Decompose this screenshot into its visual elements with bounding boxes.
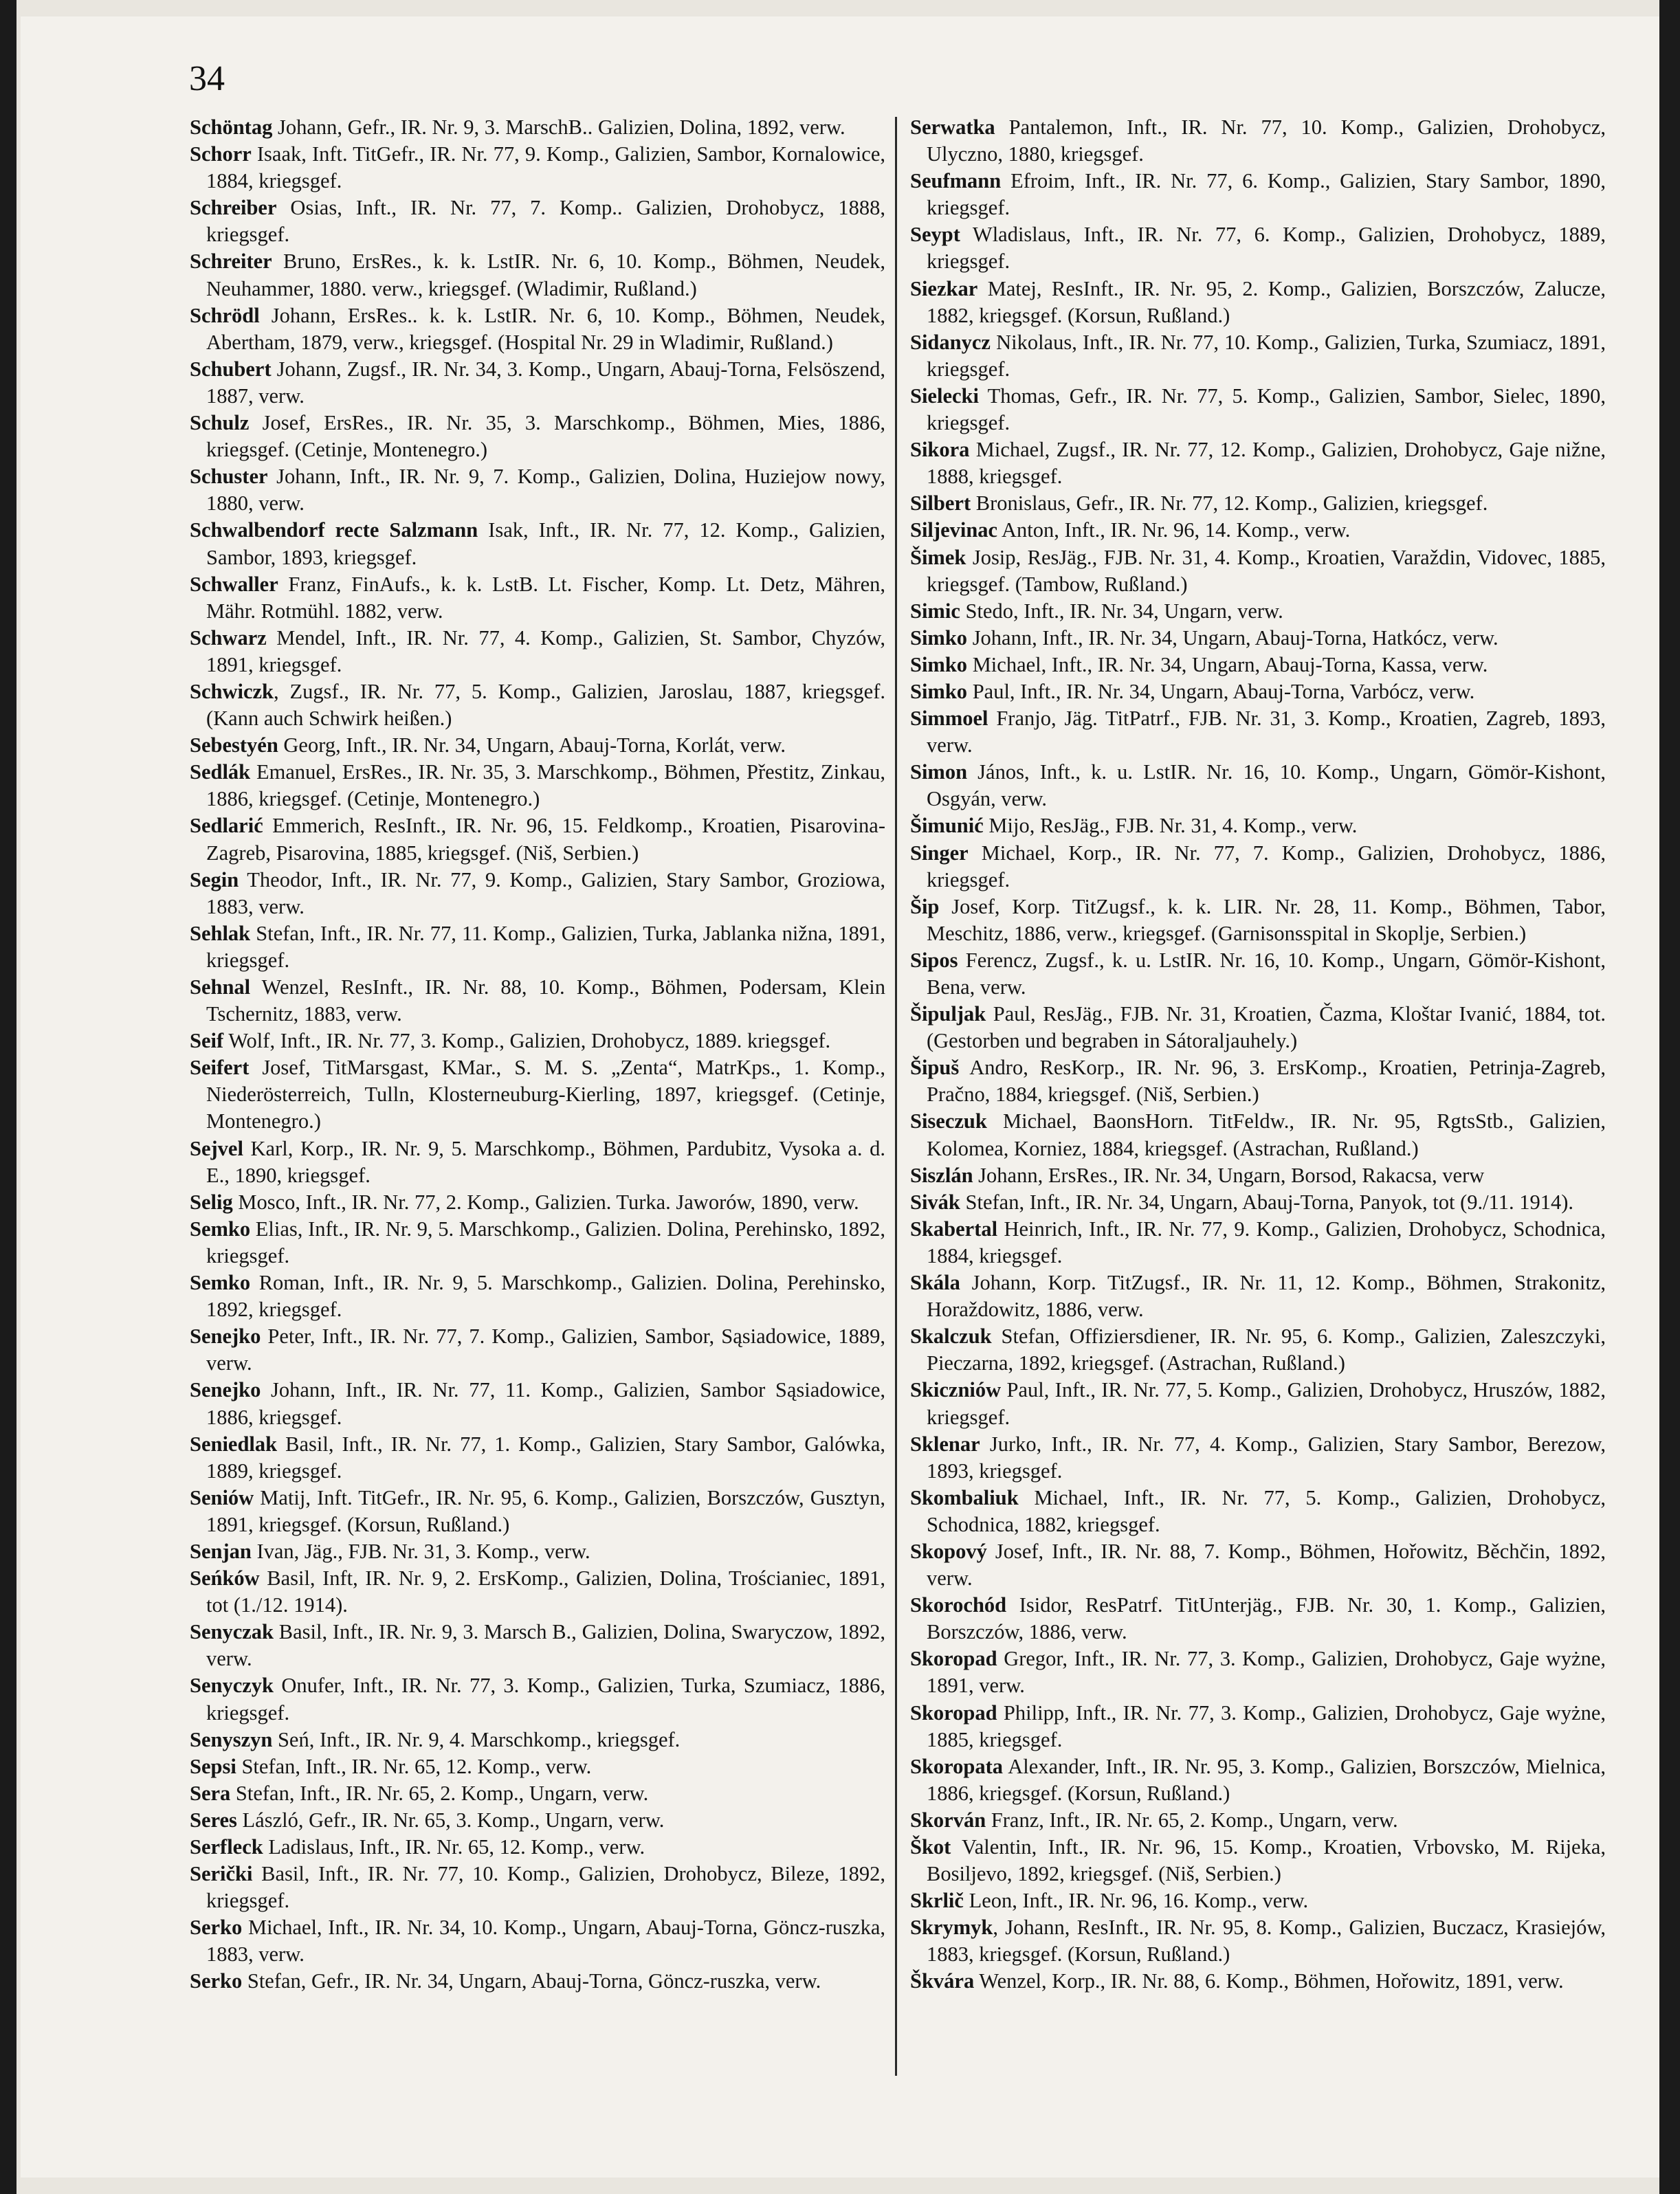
entry-surname: Skorván bbox=[910, 1808, 986, 1832]
list-entry bbox=[910, 1108, 1606, 1162]
entry-details: János, Inft., k. u. LstIR. Nr. 16, 10. Komp., Ungarn, Gömör-Kishont, Osgyán, verw. bbox=[927, 760, 1606, 811]
entry-details: Roman, Inft., IR. Nr. 9, 5. Marschkomp., Galizien. Dolina, Perehinsko, 1892, kriegsgef. bbox=[206, 1271, 885, 1322]
entry-surname: Simic bbox=[910, 599, 960, 623]
entry-surname: Serički bbox=[190, 1862, 253, 1886]
list-entry bbox=[910, 1162, 1606, 1189]
entry-details: Anton, Inft., IR. Nr. 96, 14. Komp., verw. bbox=[997, 518, 1351, 542]
entry-surname: Senyszyn bbox=[190, 1727, 273, 1751]
list-entry bbox=[190, 410, 885, 463]
list-entry bbox=[910, 705, 1606, 759]
list-entry bbox=[190, 1270, 885, 1323]
entry-details: Bruno, ErsRes., k. k. LstIR. Nr. 6, 10. Komp., Böhmen, Neudek, Neuhammer, 1880. verw., kriegsgef. (Wladimir, Rußland.) bbox=[206, 250, 885, 300]
entry-surname: Siseczuk bbox=[910, 1109, 987, 1133]
list-entry bbox=[910, 276, 1606, 329]
entry-details: Basil, Inft., IR. Nr. 77, 1. Komp., Galizien, Stary Sambor, Galówka, 1889, kriegsgef. bbox=[206, 1432, 885, 1483]
entry-details: Isak, Inft., IR. Nr. 77, 12. Komp., Galizien, Sambor, 1893, kriegsgef. bbox=[206, 518, 885, 569]
entry-details: Stefan, Offiziersdiener, IR. Nr. 95, 6. Komp., Galizien, Zaleszczyki, Pieczarna, 1892, kriegsgef. (Astrachan, Rußland.) bbox=[927, 1325, 1606, 1375]
entry-surname: Seifert bbox=[190, 1056, 250, 1080]
entry-surname: Sipos bbox=[910, 948, 958, 972]
entry-surname: Simko bbox=[910, 625, 968, 650]
entry-details: Bronislaus, Gefr., IR. Nr. 77, 12. Komp., Galizien, kriegsgef. bbox=[971, 491, 1488, 516]
left-column bbox=[190, 114, 885, 1995]
entry-details: Basil, Inft., IR. Nr. 9, 3. Marsch B., Galizien, Dolina, Swaryczow, 1892, verw. bbox=[206, 1620, 885, 1671]
entry-surname: Skalczuk bbox=[910, 1325, 992, 1349]
entry-details: Franz, Inft., IR. Nr. 65, 2. Komp., Ungarn, verw. bbox=[986, 1808, 1398, 1832]
entry-details: Heinrich, Inft., IR. Nr. 77, 9. Komp., Galizien, Drohobycz, Schodnica, 1884, kriegsgef. bbox=[927, 1217, 1606, 1267]
entry-surname: Skrymyk bbox=[910, 1916, 993, 1940]
list-entry bbox=[910, 329, 1606, 383]
list-entry bbox=[190, 1807, 885, 1834]
list-entry bbox=[190, 974, 885, 1028]
entry-surname: Sepsi bbox=[190, 1754, 236, 1778]
entry-surname: Seif bbox=[190, 1029, 224, 1053]
entry-surname: Senyczak bbox=[190, 1620, 274, 1644]
list-entry bbox=[190, 248, 885, 302]
entry-surname: Skála bbox=[910, 1271, 960, 1295]
list-entry bbox=[190, 1619, 885, 1672]
entry-details: Johann, Korp. TitZugsf., IR. Nr. 11, 12. Komp., Böhmen, Strakonitz, Horaždowitz, 1886, verw. bbox=[927, 1271, 1606, 1322]
entry-details: Stefan, Inft., IR. Nr. 34, Ungarn, Abauj-Torna, Panyok, tot (9./11. 1914). bbox=[960, 1190, 1574, 1214]
entry-surname: Simmoel bbox=[910, 707, 988, 731]
entry-surname: Skoropad bbox=[910, 1647, 997, 1671]
entry-surname: Schwalbendorf recte Salzmann bbox=[190, 518, 478, 542]
list-entry bbox=[910, 625, 1606, 652]
entry-surname: Šimek bbox=[910, 545, 966, 569]
list-entry bbox=[910, 1834, 1606, 1887]
entry-surname: Škvára bbox=[910, 1969, 975, 1993]
entry-surname: Sivák bbox=[910, 1190, 960, 1214]
list-entry bbox=[910, 168, 1606, 221]
list-entry bbox=[910, 1914, 1606, 1968]
entry-details: Mijo, ResJäg., FJB. Nr. 31, 4. Komp., verw. bbox=[983, 814, 1358, 838]
list-entry bbox=[910, 544, 1606, 598]
entry-details: Pantalemon, Inft., IR. Nr. 77, 10. Komp., Galizien, Drohobycz, Ulyczno, 1880, kriegsgef. bbox=[927, 115, 1606, 166]
entry-details: Josef, ErsRes., IR. Nr. 35, 3. Marschkomp., Böhmen, Mies, 1886, kriegsgef. (Cetinje, Montenegro.) bbox=[206, 411, 885, 462]
entry-surname: Schwarz bbox=[190, 625, 267, 650]
entry-surname: Sklenar bbox=[910, 1432, 980, 1456]
list-entry bbox=[910, 1485, 1606, 1538]
list-entry bbox=[190, 517, 885, 570]
list-entry bbox=[910, 894, 1606, 947]
entry-surname: Senyczyk bbox=[190, 1674, 274, 1698]
entry-details: Philipp, Inft., IR. Nr. 77, 3. Komp., Galizien, Drohobycz, Gaje wyżne, 1885, kriegsgef. bbox=[927, 1700, 1606, 1751]
list-entry bbox=[910, 1753, 1606, 1807]
list-entry bbox=[910, 1189, 1606, 1216]
entry-surname: Sejvel bbox=[190, 1136, 243, 1160]
entry-details: Valentin, Inft., IR. Nr. 96, 15. Komp., Kroatien, Vrbovsko, M. Rijeka, Bosiljevo, 1892, kriegsgef. (Niš, Serbien.) bbox=[927, 1835, 1606, 1886]
entry-details: Johann, Inft., IR. Nr. 34, Ungarn, Abauj-Torna, Hatkócz, verw. bbox=[967, 625, 1499, 650]
entry-surname: Segin bbox=[190, 867, 239, 891]
entry-details: Seń, Inft., IR. Nr. 9, 4. Marschkomp., kriegsgef. bbox=[272, 1727, 681, 1751]
entry-details: Stefan, Gefr., IR. Nr. 34, Ungarn, Abauj-Torna, Göncz-ruszka, verw. bbox=[242, 1969, 821, 1993]
list-entry bbox=[910, 490, 1606, 517]
entry-details: Michael, Inft., IR. Nr. 77, 5. Komp., Galizien, Drohobycz, Schodnica, 1882, kriegsgef. bbox=[927, 1485, 1606, 1536]
entry-details: Onufer, Inft., IR. Nr. 77, 3. Komp., Galizien, Turka, Szumiacz, 1886, kriegsgef. bbox=[206, 1674, 885, 1725]
entry-details: Michael, Inft., IR. Nr. 34, 10. Komp., Ungarn, Abauj-Torna, Göncz-ruszka, 1883, verw. bbox=[206, 1916, 885, 1966]
entry-details: Johann, ErsRes., IR. Nr. 34, Ungarn, Borsod, Rakacsa, verw bbox=[973, 1163, 1485, 1187]
entry-surname: Sedlarić bbox=[190, 814, 263, 838]
list-entry bbox=[190, 1028, 885, 1054]
entry-surname: Schuster bbox=[190, 465, 268, 489]
list-entry bbox=[190, 732, 885, 759]
entry-surname: Singer bbox=[910, 841, 969, 865]
entry-surname: Siljevinac bbox=[910, 518, 998, 542]
list-entry bbox=[190, 302, 885, 356]
list-entry bbox=[910, 1216, 1606, 1270]
list-entry bbox=[910, 598, 1606, 625]
entry-details: Wolf, Inft., IR. Nr. 77, 3. Komp., Galizien, Drohobycz, 1889. kriegsgef. bbox=[223, 1029, 831, 1053]
entry-surname: Skombaliuk bbox=[910, 1485, 1019, 1509]
scan-edge-left bbox=[0, 0, 16, 2194]
entry-details: Emmerich, ResInft., IR. Nr. 96, 15. Feldkomp., Kroatien, Pisarovina-Zagreb, Pisarovina, 1885, kriegsgef. (Niš, Serbien.) bbox=[206, 814, 885, 865]
list-entry bbox=[190, 1323, 885, 1377]
list-entry bbox=[190, 920, 885, 974]
entry-surname: Simon bbox=[910, 760, 968, 784]
entry-surname: Skoropata bbox=[910, 1754, 1004, 1778]
list-entry bbox=[190, 463, 885, 517]
entry-surname: Silbert bbox=[910, 491, 971, 516]
entry-details: Alexander, Inft., IR. Nr. 95, 3. Komp., Galizien, Borszczów, Mielnica, 1886, kriegsgef. (Korsun, Rußland.) bbox=[927, 1754, 1606, 1805]
entry-details: Karl, Korp., IR. Nr. 9, 5. Marschkomp., Böhmen, Pardubitz, Vysoka a. d. E., 1890, kriegsgef. bbox=[206, 1136, 885, 1187]
list-entry bbox=[190, 195, 885, 248]
list-entry bbox=[190, 114, 885, 141]
list-entry bbox=[910, 1431, 1606, 1485]
list-entry bbox=[910, 1645, 1606, 1699]
list-entry bbox=[910, 1054, 1606, 1108]
list-entry bbox=[910, 652, 1606, 678]
entry-surname: Sera bbox=[190, 1781, 231, 1805]
entry-details: Stedo, Inft., IR. Nr. 34, Ungarn, verw. bbox=[960, 599, 1283, 623]
list-entry bbox=[910, 947, 1606, 1001]
entry-details: Ivan, Jäg., FJB. Nr. 31, 3. Komp., verw. bbox=[251, 1539, 590, 1563]
right-column bbox=[910, 114, 1606, 1995]
entry-details: Georg, Inft., IR. Nr. 34, Ungarn, Abauj-Torna, Korlát, verw. bbox=[278, 733, 786, 757]
entry-details: Johann, ErsRes.. k. k. LstIR. Nr. 6, 10. Komp., Böhmen, Neudek, Abertham, 1879, verw., kriegsgef. (Hospital Nr. 29 in Wladimir, Rußland.) bbox=[206, 303, 885, 354]
list-entry bbox=[190, 1834, 885, 1861]
entry-details: , Zugsf., IR. Nr. 77, 5. Komp., Galizien, Jaroslau, 1887, kriegsgef. (Kann auch Schwirk heißen.) bbox=[206, 679, 885, 731]
list-entry bbox=[190, 1914, 885, 1968]
list-entry bbox=[910, 1807, 1606, 1834]
list-entry bbox=[190, 1431, 885, 1485]
entry-details: Josef, Korp. TitZugsf., k. k. LIR. Nr. 28, 11. Komp., Böhmen, Tabor, Meschitz, 1886, verw., kriegsgef. (Garnisonsspital in Skoplje, Serbien.) bbox=[927, 894, 1606, 945]
entry-details: , Johann, ResInft., IR. Nr. 95, 8. Komp., Galizien, Buczacz, Krasiejów, 1883, kriegsgef. (Korsun, Rußland.) bbox=[927, 1916, 1606, 1966]
entry-details: Efroim, Inft., IR. Nr. 77, 6. Komp., Galizien, Stary Sambor, 1890, kriegsgef. bbox=[927, 169, 1606, 220]
page-number: 34 bbox=[189, 59, 225, 98]
list-entry bbox=[910, 759, 1606, 812]
list-entry bbox=[190, 1672, 885, 1726]
entry-details: Paul, ResJäg., FJB. Nr. 31, Kroatien, Čazma, Kloštar Ivanić, 1884, tot. (Gestorben und begraben in Sátoraljauhely.) bbox=[927, 1002, 1606, 1053]
entry-details: Johann, Gefr., IR. Nr. 9, 3. MarschB.. Galizien, Dolina, 1892, verw. bbox=[272, 115, 845, 139]
list-entry bbox=[190, 867, 885, 920]
entry-surname: Serko bbox=[190, 1916, 243, 1940]
entry-details: Franjo, Jäg. TitPatrf., FJB. Nr. 31, 3. Komp., Kroatien, Zagreb, 1893, verw. bbox=[927, 707, 1606, 757]
entry-details: Basil, Inft, IR. Nr. 9, 2. ErsKomp., Galizien, Dolina, Trościaniec, 1891, tot (1./12. 1914). bbox=[206, 1566, 885, 1617]
list-entry bbox=[910, 1887, 1606, 1914]
entry-details: Andro, ResKorp., IR. Nr. 96, 3. ErsKomp., Kroatien, Petrinja-Zagreb, Pračno, 1884, kriegsgef. (Niš, Serbien.) bbox=[927, 1056, 1606, 1107]
entry-details: Josip, ResJäg., FJB. Nr. 31, 4. Komp., Kroatien, Varaždin, Vidovec, 1885, kriegsgef. (Tambow, Rußland.) bbox=[927, 545, 1606, 596]
entry-details: Stefan, Inft., IR. Nr. 77, 11. Komp., Galizien, Turka, Jablanka nižna, 1891, kriegsgef. bbox=[206, 921, 885, 972]
entry-surname: Škot bbox=[910, 1835, 951, 1859]
entry-surname: Senejko bbox=[190, 1378, 261, 1402]
entry-surname: Skiczniów bbox=[910, 1378, 1002, 1402]
entry-surname: Seńków bbox=[190, 1566, 260, 1591]
list-entry bbox=[910, 1968, 1606, 1995]
list-entry bbox=[190, 678, 885, 732]
entry-details: Isidor, ResPatrf. TitUnterjäg., FJB. Nr. 30, 1. Komp., Galizien, Borszczów, 1886, verw. bbox=[927, 1593, 1606, 1644]
entry-surname: Siszlán bbox=[910, 1163, 973, 1187]
entry-details: Elias, Inft., IR. Nr. 9, 5. Marschkomp., Galizien. Dolina, Perehinsko, 1892, kriegsgef. bbox=[206, 1217, 885, 1267]
list-entry bbox=[910, 1592, 1606, 1645]
list-entry bbox=[190, 1727, 885, 1753]
list-entry bbox=[910, 812, 1606, 839]
entry-surname: Sidanycz bbox=[910, 330, 991, 354]
entry-details: Leon, Inft., IR. Nr. 96, 16. Komp., verw. bbox=[963, 1889, 1309, 1913]
list-entry bbox=[190, 812, 885, 866]
entry-surname: Skabertal bbox=[910, 1217, 998, 1241]
list-entry bbox=[910, 1377, 1606, 1430]
entry-surname: Šipuljak bbox=[910, 1002, 986, 1026]
entry-details: Gregor, Inft., IR. Nr. 77, 3. Komp., Galizien, Drohobycz, Gaje wyżne, 1891, verw. bbox=[927, 1647, 1606, 1698]
entry-surname: Senjan bbox=[190, 1539, 252, 1563]
entry-details: Paul, Inft., IR. Nr. 34, Ungarn, Abauj-Torna, Varbócz, verw. bbox=[967, 679, 1475, 703]
list-entry bbox=[910, 1001, 1606, 1054]
list-entry bbox=[190, 571, 885, 625]
list-entry bbox=[190, 625, 885, 678]
entry-surname: Schwiczk bbox=[190, 679, 274, 703]
list-entry bbox=[190, 1968, 885, 1995]
entry-surname: Seufmann bbox=[910, 169, 1002, 193]
entry-details: Stefan, Inft., IR. Nr. 65, 12. Komp., verw. bbox=[236, 1754, 592, 1778]
entry-surname: Semko bbox=[190, 1271, 251, 1295]
list-entry bbox=[190, 1538, 885, 1565]
list-entry bbox=[910, 383, 1606, 436]
entry-details: Johann, Inft., IR. Nr. 77, 11. Komp., Galizien, Sambor Sąsiadowice, 1886, kriegsgef. bbox=[206, 1378, 885, 1429]
entry-surname: Sikora bbox=[910, 438, 970, 462]
list-entry bbox=[190, 1485, 885, 1538]
entry-details: Josef, TitMarsgast, KMar., S. M. S. „Zenta“, MatrKps., 1. Komp., Niederösterreich, Tulln, Klosterneuburg-Kierling, 1897, kriegsgef. (Cetinje, Montenegro.) bbox=[206, 1056, 885, 1133]
entry-surname: Schulz bbox=[190, 411, 250, 435]
list-entry bbox=[910, 1323, 1606, 1377]
entry-details: Johann, Zugsf., IR. Nr. 34, 3. Komp., Ungarn, Abauj-Torna, Felsöszend, 1887, verw. bbox=[206, 357, 885, 408]
entry-details: Matij, Inft. TitGefr., IR. Nr. 95, 6. Komp., Galizien, Borszczów, Gusztyn, 1891, kriegsgef. (Korsun, Rußland.) bbox=[206, 1485, 885, 1536]
list-entry bbox=[190, 1189, 885, 1216]
entry-surname: Šimunić bbox=[910, 814, 984, 838]
entry-surname: Selig bbox=[190, 1190, 233, 1214]
list-entry bbox=[910, 1538, 1606, 1592]
entry-details: Wenzel, Korp., IR. Nr. 88, 6. Komp., Böhmen, Hořowitz, 1891, verw. bbox=[974, 1969, 1564, 1993]
entry-details: Matej, ResInft., IR. Nr. 95, 2. Komp., Galizien, Borszczów, Zalucze, 1882, kriegsgef. (Korsun, Rußland.) bbox=[927, 276, 1606, 327]
entry-surname: Schreiter bbox=[190, 250, 272, 274]
entry-details: Mosco, Inft., IR. Nr. 77, 2. Komp., Galizien. Turka. Jaworów, 1890, verw. bbox=[232, 1190, 859, 1214]
list-entry bbox=[910, 840, 1606, 894]
entry-details: Michael, Korp., IR. Nr. 77, 7. Komp., Galizien, Drohobycz, 1886, kriegsgef. bbox=[927, 841, 1606, 891]
entry-surname: Semko bbox=[190, 1217, 251, 1241]
list-entry bbox=[190, 356, 885, 410]
entry-details: Jurko, Inft., IR. Nr. 77, 4. Komp., Galizien, Stary Sambor, Berezow, 1893, kriegsgef. bbox=[927, 1432, 1606, 1483]
entry-surname: Serko bbox=[190, 1969, 243, 1993]
entry-details: Osias, Inft., IR. Nr. 77, 7. Komp.. Galizien, Drohobycz, 1888, kriegsgef. bbox=[206, 196, 885, 247]
list-entry bbox=[910, 678, 1606, 705]
list-entry bbox=[190, 1565, 885, 1619]
entry-details: Wenzel, ResInft., IR. Nr. 88, 10. Komp., Böhmen, Podersam, Klein Tschernitz, 1883, verw. bbox=[206, 975, 885, 1026]
entry-surname: Skopový bbox=[910, 1539, 987, 1563]
entry-surname: Skoropad bbox=[910, 1700, 997, 1725]
entry-surname: Sedlák bbox=[190, 760, 251, 784]
entry-surname: Simko bbox=[910, 652, 968, 676]
entry-surname: Simko bbox=[910, 679, 968, 703]
entry-details: Josef, Inft., IR. Nr. 88, 7. Komp., Böhmen, Hořowitz, Běchčin, 1892, verw. bbox=[927, 1539, 1606, 1591]
entry-surname: Sehlak bbox=[190, 921, 251, 945]
entry-details: Wladislaus, Inft., IR. Nr. 77, 6. Komp., Galizien, Drohobycz, 1889, kriegsgef. bbox=[927, 223, 1606, 274]
list-entry bbox=[910, 436, 1606, 490]
entry-surname: Seniów bbox=[190, 1485, 254, 1509]
entry-details: Thomas, Gefr., IR. Nr. 77, 5. Komp., Galizien, Sambor, Sielec, 1890, kriegsgef. bbox=[927, 384, 1606, 435]
entry-surname: Schrödl bbox=[190, 303, 260, 327]
entry-surname: Sehnal bbox=[190, 975, 251, 999]
entry-surname: Serwatka bbox=[910, 115, 995, 139]
entry-surname: Seres bbox=[190, 1808, 237, 1832]
entry-surname: Šip bbox=[910, 894, 940, 918]
entry-details: Ladislaus, Inft., IR. Nr. 65, 12. Komp., verw. bbox=[263, 1835, 645, 1859]
list-entry bbox=[190, 1861, 885, 1914]
entry-details: Stefan, Inft., IR. Nr. 65, 2. Komp., Ungarn, verw. bbox=[230, 1781, 649, 1805]
entry-details: Theodor, Inft., IR. Nr. 77, 9. Komp., Galizien, Stary Sambor, Groziowa, 1883, verw. bbox=[206, 867, 885, 918]
list-entry bbox=[190, 759, 885, 812]
list-entry bbox=[190, 1780, 885, 1807]
entry-details: Basil, Inft., IR. Nr. 77, 10. Komp., Galizien, Drohobycz, Bileze, 1892, kriegsgef. bbox=[206, 1862, 885, 1913]
entry-details: Isaak, Inft. TitGefr., IR. Nr. 77, 9. Komp., Galizien, Sambor, Kornalowice, 1884, kriegsgef. bbox=[206, 142, 885, 193]
entry-details: Nikolaus, Inft., IR. Nr. 77, 10. Komp., Galizien, Turka, Szumiacz, 1891, kriegsgef. bbox=[927, 330, 1606, 381]
entry-details: Michael, Inft., IR. Nr. 34, Ungarn, Abauj-Torna, Kassa, verw. bbox=[967, 652, 1488, 676]
entry-details: László, Gefr., IR. Nr. 65, 3. Komp., Ungarn, verw. bbox=[236, 1808, 665, 1832]
entry-surname: Senejko bbox=[190, 1325, 261, 1349]
entry-surname: Sielecki bbox=[910, 384, 979, 408]
list-entry bbox=[190, 1054, 885, 1135]
list-entry bbox=[190, 141, 885, 195]
list-entry bbox=[190, 1135, 885, 1189]
entry-details: Ferencz, Zugsf., k. u. LstIR. Nr. 16, 10. Komp., Ungarn, Gömör-Kishont, Bena, verw. bbox=[927, 948, 1606, 999]
entry-details: Peter, Inft., IR. Nr. 77, 7. Komp., Galizien, Sambor, Sąsiadowice, 1889, verw. bbox=[206, 1325, 885, 1375]
entry-surname: Schorr bbox=[190, 142, 252, 166]
entry-surname: Šipuš bbox=[910, 1056, 960, 1080]
entry-surname: Seypt bbox=[910, 223, 960, 247]
entry-details: Franz, FinAufs., k. k. LstB. Lt. Fischer, Komp. Lt. Detz, Mähren, Mähr. Rotmühl. 1882, verw. bbox=[206, 572, 885, 623]
entry-details: Paul, Inft., IR. Nr. 77, 5. Komp., Galizien, Drohobycz, Hruszów, 1882, kriegsgef. bbox=[927, 1378, 1606, 1429]
list-entry bbox=[910, 1700, 1606, 1753]
entry-details: Johann, Inft., IR. Nr. 9, 7. Komp., Galizien, Dolina, Huziejow nowy, 1880, verw. bbox=[206, 465, 885, 516]
entry-surname: Skorochód bbox=[910, 1593, 1007, 1617]
entry-surname: Sebestyén bbox=[190, 733, 278, 757]
list-entry bbox=[910, 1270, 1606, 1323]
entry-surname: Siezkar bbox=[910, 276, 978, 300]
scan-edge-right bbox=[1659, 0, 1680, 2194]
entry-surname: Seniedlak bbox=[190, 1432, 278, 1456]
entry-surname: Schubert bbox=[190, 357, 272, 381]
entry-surname: Serfleck bbox=[190, 1835, 263, 1859]
entry-surname: Skrlič bbox=[910, 1889, 964, 1913]
list-entry bbox=[190, 1753, 885, 1780]
entry-details: Emanuel, ErsRes., IR. Nr. 35, 3. Marschkomp., Böhmen, Přestitz, Zinkau, 1886, kriegsgef. (Cetinje, Montenegro.) bbox=[206, 760, 885, 811]
list-entry bbox=[910, 221, 1606, 275]
list-entry bbox=[190, 1377, 885, 1430]
entry-details: Michael, Zugsf., IR. Nr. 77, 12. Komp., Galizien, Drohobycz, Gaje nižne, 1888, kriegsgef. bbox=[927, 438, 1606, 489]
entry-surname: Schreiber bbox=[190, 196, 277, 220]
entry-details: Michael, BaonsHorn. TitFeldw., IR. Nr. 95, RgtsStb., Galizien, Kolomea, Korniez, 1884, kriegsgef. (Astrachan, Rußland.) bbox=[927, 1109, 1606, 1160]
list-entry bbox=[190, 1216, 885, 1270]
entry-details: Mendel, Inft., IR. Nr. 77, 4. Komp., Galizien, St. Sambor, Chyzów, 1891, kriegsgef. bbox=[206, 625, 885, 676]
column-divider bbox=[895, 117, 897, 2076]
entry-surname: Schwaller bbox=[190, 572, 278, 596]
list-entry bbox=[910, 517, 1606, 544]
list-entry bbox=[910, 114, 1606, 168]
entry-surname: Schöntag bbox=[190, 115, 273, 139]
